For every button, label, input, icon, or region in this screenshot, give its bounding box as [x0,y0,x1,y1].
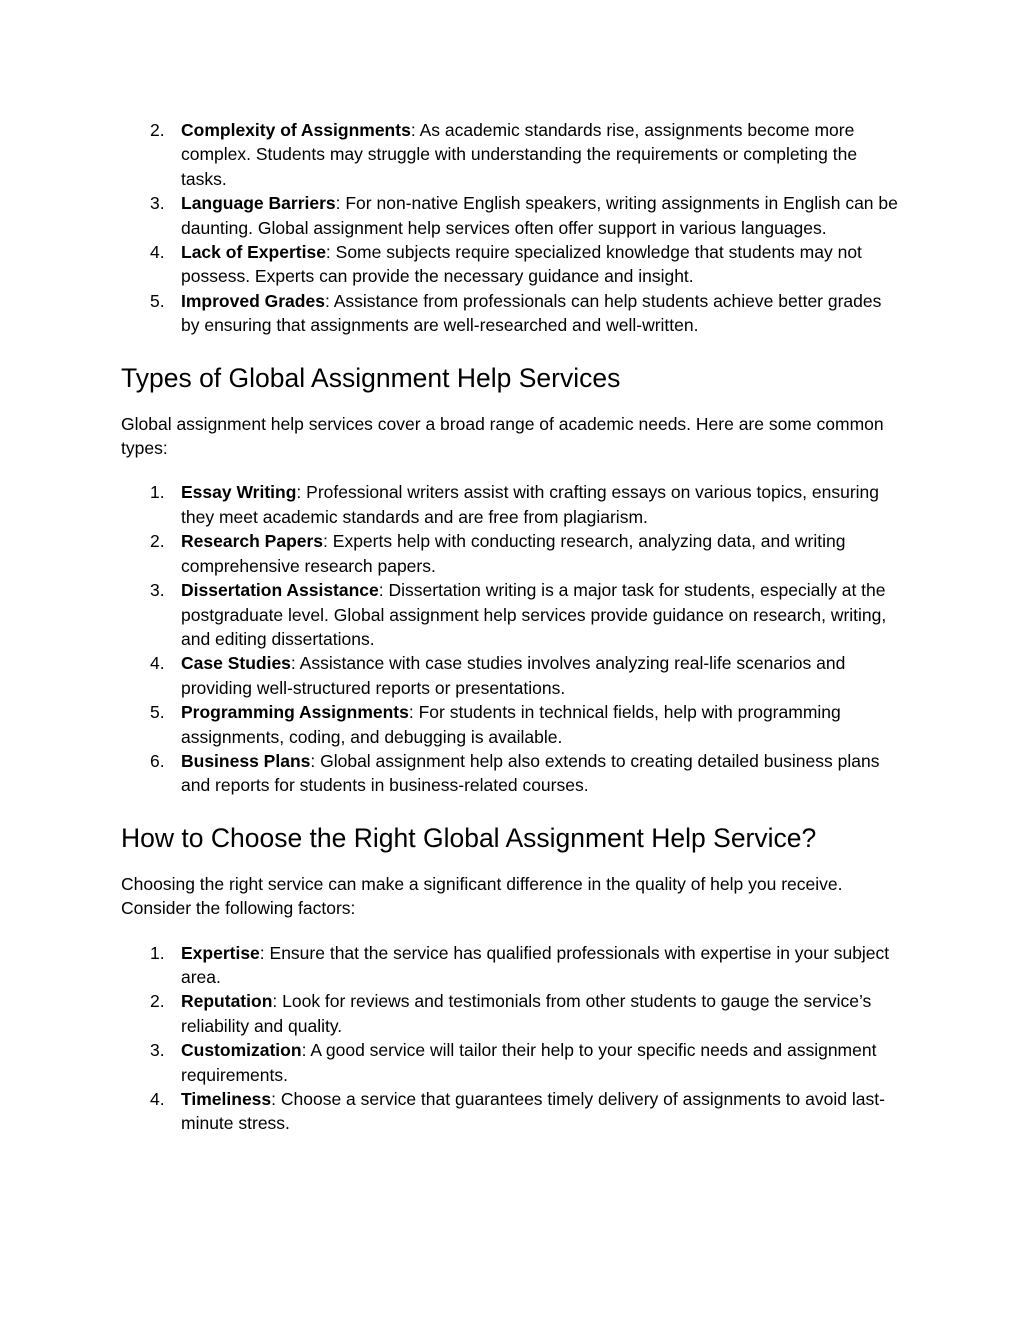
list-item-term: Essay Writing [181,482,297,503]
list-item [121,989,901,1038]
list-item-text: : Assistance with case studies involves analyzing real-life scenarios and providing well-structured reports or presentations. [181,653,846,698]
list-number: 5. [150,702,165,723]
list-item-text: : Look for reviews and testimonials from other students to gauge the service’s reliability and quality. [181,991,872,1036]
list-item [121,191,901,240]
list-item-text: : For non-native English speakers, writing assignments in English can be daunting. Global assignment help services often offer support in various languages. [181,193,898,238]
list-item-text: : Choose a service that guarantees timely delivery of assignments to avoid last-minute stress. [181,1089,885,1134]
list-number: 3. [150,1040,165,1061]
list-item [121,289,901,338]
list-item [121,651,901,700]
list-item-term: Customization [181,1040,302,1061]
list-item-text: : Experts help with conducting research, analyzing data, and writing comprehensive research papers. [181,531,846,576]
list-item [121,1038,901,1087]
list-item-text: : For students in technical fields, help with programming assignments, coding, and debugging is available. [181,702,841,747]
list-item-term: Complexity of Assignments [181,120,411,140]
list-number: 1. [150,482,165,503]
list-item-text: : Global assignment help also extends to creating detailed business plans and reports for students in business-related courses. [181,750,880,796]
choose-factors-list [121,941,901,1136]
list-item-term: Business Plans [181,750,311,771]
list-number: 6. [150,750,165,771]
list-item-term: Improved Grades [181,290,325,311]
list-number: 4. [150,242,165,263]
list-item [121,941,901,990]
list-number: 5. [150,290,165,311]
list-item-term: Language Barriers [181,193,336,214]
list-item [121,700,901,749]
list-item-text: : Ensure that the service has qualified professionals with expertise in your subject area. [181,942,890,987]
list-number: 3. [150,193,165,214]
list-item-term: Case Studies [181,653,291,674]
choose-section-heading: How to Choose the Right Global Assignment Help Service? [121,822,817,853]
types-list [121,480,901,797]
list-item-text: : Dissertation writing is a major task for students, especially at the postgraduate level. Global assignment help services provide guidance on research, writing, and editing dissertations. [181,580,887,649]
list-item-term: Expertise [181,942,260,963]
list-item-term: Research Papers [181,531,324,552]
list-number: 2. [150,531,165,552]
document-page [121,118,901,1136]
list-item [121,578,901,651]
list-item-text: : Assistance from professionals can help students achieve better grades by ensuring that assignments are well-researched and well-written. [181,290,882,336]
list-number: 2. [150,991,165,1012]
list-item-text: : As academic standards rise, assignments become more complex. Students may struggle with understanding the requirements or completing the tasks. [181,120,858,189]
list-item-term: Programming Assignments [181,702,409,723]
list-item [121,529,901,578]
list-number: 3. [150,580,165,601]
list-number: 1. [150,942,165,963]
list-item [121,480,901,529]
list-item-term: Reputation [181,991,273,1012]
types-section-intro: Global assignment help services cover a broad range of academic needs. Here are some common types: [121,413,884,459]
list-number: 2. [150,120,165,140]
reasons-list-continued [121,118,901,338]
list-item-term: Dissertation Assistance [181,580,379,601]
list-item-text: : A good service will tailor their help to your specific needs and assignment requirements. [181,1040,877,1085]
list-item-text: : Some subjects require specialized knowledge that students may not possess. Experts can provide the necessary guidance and insight. [181,242,862,287]
list-item [121,1087,901,1136]
list-number: 4. [150,653,165,674]
types-section-heading: Types of Global Assignment Help Services [121,362,621,393]
list-item-term: Timeliness [181,1089,272,1109]
list-item-term: Lack of Expertise [181,242,326,263]
list-item [121,749,901,798]
list-item [121,118,901,191]
choose-section-intro: Choosing the right service can make a significant difference in the quality of help you receive. Consider the following factors: [121,873,843,919]
list-item-text: : Professional writers assist with crafting essays on various topics, ensuring they meet academic standards and are free from plagiarism. [181,482,880,527]
list-item [121,240,901,289]
list-number: 4. [150,1089,165,1109]
